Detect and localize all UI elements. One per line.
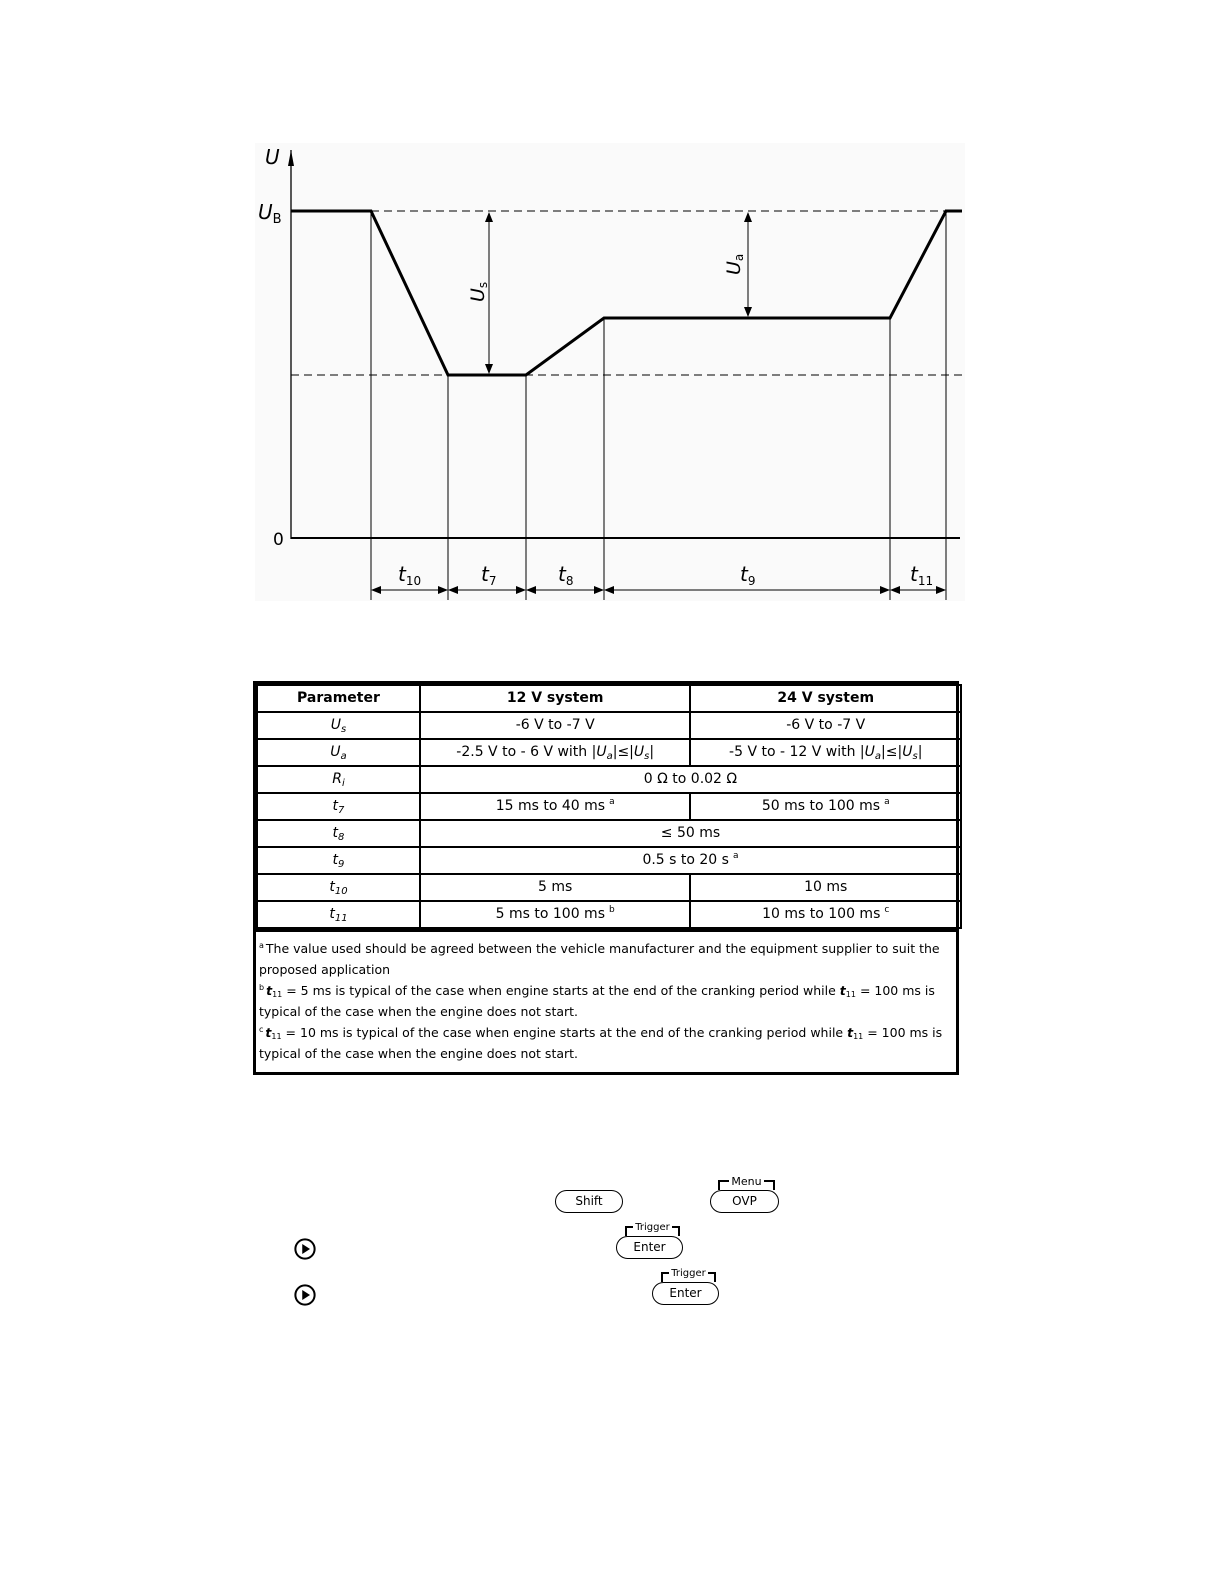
table-row: [257, 901, 961, 928]
footnote-a: $^a$ The value used should be agreed between the vehicle manufacturer and the equipment supplier to suit the proposed application: [259, 941, 940, 977]
t10-12v: 5 ms: [420, 874, 691, 901]
ua-12v: -2.5 V to - 6 V with $|U_a|\le|U_s|$: [420, 739, 691, 766]
t8-value: ≤ 50 ms: [420, 820, 961, 847]
t8-label: $t_8$: [558, 562, 574, 588]
zero-label: 0: [273, 530, 284, 550]
t9-label: $t_9$: [740, 562, 756, 588]
param-ua: $U_a$: [257, 739, 420, 766]
play-circle-icon: [294, 1238, 316, 1260]
menu-label: Menu: [718, 1180, 775, 1190]
enter-key-1[interactable]: Enter: [616, 1236, 683, 1259]
trigger-label-1: Trigger: [625, 1226, 680, 1236]
svg-text:Us: Us: [467, 281, 490, 302]
ua-24v: -5 V to - 12 V with $|U_a|\le|U_s|$: [690, 739, 961, 766]
ovp-key[interactable]: OVP: [710, 1190, 779, 1213]
table-row: [257, 712, 961, 739]
param-ri: $R_i$: [257, 766, 420, 793]
svg-text:Ua: Ua: [723, 253, 746, 275]
t11-24v: 10 ms to 100 ms $^c$: [690, 901, 961, 928]
t7-label: $t_7$: [481, 562, 497, 588]
y-axis-label: U: [265, 145, 280, 169]
param-t7: $t_7$: [257, 793, 420, 820]
t11-12v: 5 ms to 100 ms $^b$: [420, 901, 691, 928]
parameter-table: [256, 684, 962, 929]
table-row: [257, 820, 961, 847]
table-row: [257, 766, 961, 793]
header-12v: 12 V system: [420, 685, 691, 712]
play-circle-icon: [294, 1284, 316, 1306]
us-24v: -6 V to -7 V: [690, 712, 961, 739]
t9-value: 0.5 s to 20 s $^a$: [420, 847, 961, 874]
param-t8: $t_8$: [257, 820, 420, 847]
table-row: [257, 739, 961, 766]
parameter-table-container: [253, 681, 959, 1075]
param-us: $U_s$: [257, 712, 420, 739]
t7-12v: 15 ms to 40 ms $^a$: [420, 793, 691, 820]
t10-label: $t_{10}$: [398, 562, 422, 588]
t10-24v: 10 ms: [690, 874, 961, 901]
table-footnotes: [253, 932, 959, 1075]
t7-24v: 50 ms to 100 ms $^a$: [690, 793, 961, 820]
table-row: [257, 793, 961, 820]
table-row: [257, 847, 961, 874]
ub-label: $U_B$: [258, 200, 282, 227]
param-t11: $t_{11}$: [257, 901, 420, 928]
footnote-b: $^b$ $t_{11} = 5$ ms is typical of the case when engine starts at the end of the cranking period while $t_{11} = 100$ ms is typical of the case when the engine does not start.: [259, 983, 935, 1019]
table-row: [257, 874, 961, 901]
footnote-c: $^c$ $t_{11} = 10$ ms is typical of the case when engine starts at the end of the cranking period while $t_{11} = 100$ ms is typical of the case when the engine does not start.: [259, 1025, 943, 1061]
ri-value: 0 Ω to 0.02 Ω: [420, 766, 961, 793]
trigger-label-2: Trigger: [661, 1272, 716, 1282]
table-header-row: [257, 685, 961, 712]
parameter-table-frame: [253, 681, 959, 932]
t11-label: $t_{11}$: [910, 562, 934, 588]
shift-key[interactable]: Shift: [555, 1190, 623, 1213]
param-t10: $t_{10}$: [257, 874, 420, 901]
pulse-waveform-diagram: [0, 0, 1224, 640]
header-parameter: Parameter: [257, 685, 420, 712]
header-24v: 24 V system: [690, 685, 961, 712]
enter-key-2[interactable]: Enter: [652, 1282, 719, 1305]
param-t9: $t_9$: [257, 847, 420, 874]
us-12v: -6 V to -7 V: [420, 712, 691, 739]
